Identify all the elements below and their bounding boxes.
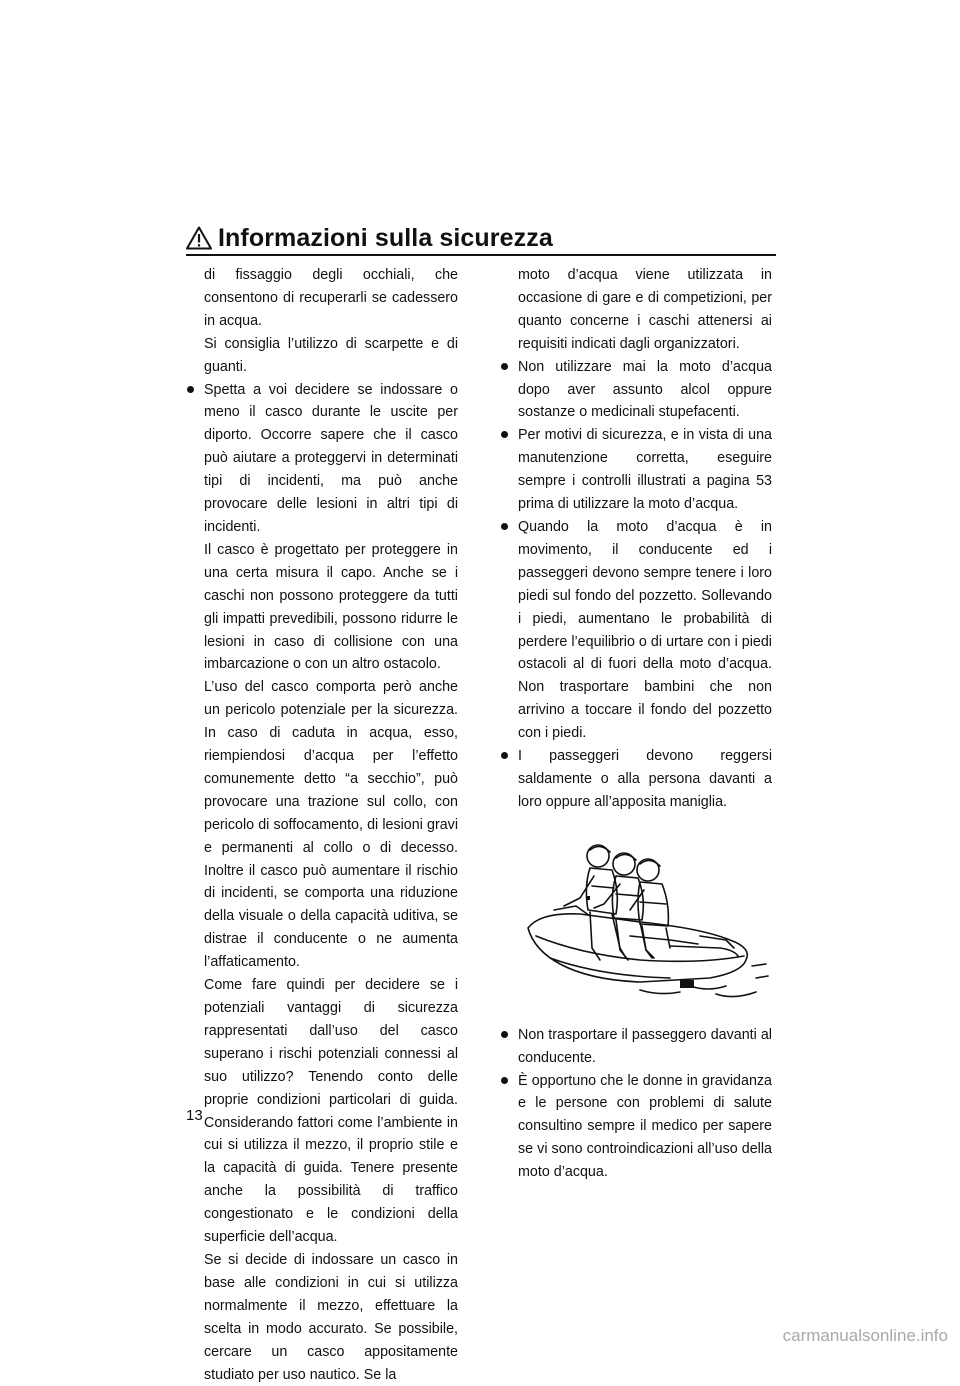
bullet-paragraph [186, 379, 458, 539]
paragraph-text: È opportuno che le donne in gravidanza e le persone con problemi di salute consultino sempre il medico per sapere se vi sono controindicazioni all’uso della moto d’acqua. [518, 1072, 772, 1181]
paragraph-text: Non trasportare il passeggero davanti al conducente. [518, 1026, 772, 1066]
page-number: 13 [186, 1107, 203, 1124]
paragraph-text: di fissaggio degli occhiali, che consentono di recuperarli se cadessero in acqua. [204, 267, 458, 329]
bullet-icon [501, 1031, 508, 1038]
bullet-icon [501, 523, 508, 530]
bullet-paragraph [500, 1024, 772, 1070]
bullet-icon [501, 752, 508, 759]
paragraph-text: Si consiglia l’utilizzo di scarpette e di guanti. [204, 335, 458, 375]
warning-triangle-icon [186, 226, 212, 250]
left-column [186, 264, 458, 1386]
page-header [186, 224, 776, 256]
paragraph [186, 676, 458, 974]
bullet-paragraph [500, 356, 772, 425]
header-rule [186, 254, 776, 256]
bullet-icon [501, 1077, 508, 1084]
bullet-icon [187, 386, 194, 393]
watermark: carmanualsonline.info [782, 1326, 948, 1345]
paragraph [500, 264, 772, 356]
bullet-icon [501, 431, 508, 438]
paragraph [186, 333, 458, 379]
paragraph-text: Quando la moto d’acqua è in movimento, il conducente ed i passeggeri devono sempre tenere i loro piedi sul fondo del pozzetto. Sollevando i piedi, aumentano le probabilità di perdere l’equilibrio o di urtare con i piedi ostacoli al di fuori della moto d’acqua. Non trasportare bambini che non arrivino a toccare il fondo del pozzetto con i piedi. [518, 518, 772, 742]
bullet-paragraph [500, 745, 772, 814]
paragraph-text: Se si decide di indossare un casco in base alle condizioni in cui si utilizza normalmente il mezzo, effettuare la scelta in modo accurato. Se possibile, cercare un casco appositamente studiato per uso nautico. Se la [204, 1251, 458, 1383]
paragraph [186, 264, 458, 333]
bullet-paragraph [500, 424, 772, 516]
paragraph-text: I passeggeri devono reggersi saldamente o alla persona davanti a loro oppure all’apposita maniglia. [518, 748, 772, 810]
bullet-paragraph [500, 1070, 772, 1185]
paragraph-text: Spetta a voi decidere se indossare o meno il casco durante le uscite per diporto. Occorre sapere che il casco può aiutare a proteggervi in determinati tipi di incidenti, ma può anche provocare delle lesioni in altri tipi di incidenti. [204, 381, 458, 535]
paragraph-text: Per motivi di sicurezza, e in vista di una manutenzione corretta, eseguire sempre i controlli illustrati a pagina 53 prima di utilizzare la moto d’acqua. [518, 427, 772, 513]
right-column-text-bottom [500, 1024, 772, 1184]
paragraph [186, 1249, 458, 1386]
paragraph [186, 539, 458, 676]
paragraph-text: Non utilizzare mai la moto d’acqua dopo aver assunto alcol oppure sostanze o medicinali stupefacenti. [518, 358, 772, 421]
paragraph-text: Il casco è progettato per proteggere in una certa misura il capo. Anche se i caschi non possono proteggere da tutti gli impatti prevedibili, possono ridurre le lesioni in caso di collisione con una imbarcazione o con un altro ostacolo. [204, 541, 458, 673]
paragraph-text: L’uso del casco comporta però anche un pericolo potenziale per la sicurezza. In caso di caduta in acqua, esso, riempiendosi d’acqua per l’effetto comunemente detto “a secchio”, può provocare una trazione sul collo, con pericolo di soffocamento, di lesioni gravi e permanenti al collo o di decesso. Inoltre il casco può aumentare il rischio di incidenti, se comporta una riduzione della visuale o della capacità uditiva, se distrae il conducente o ne aumenta l’affaticamento. [204, 679, 458, 971]
right-column-text-top [500, 264, 772, 814]
page-title: Informazioni sulla sicurezza [218, 224, 553, 252]
right-column [500, 264, 772, 1184]
bullet-icon [501, 363, 508, 370]
paragraph-text: moto d’acqua viene utilizzata in occasione di gare e di competizioni, per quanto concerne i caschi attenersi ai requisiti indicati dagli organizzatori. [518, 267, 772, 352]
jet-ski-riders-illustration [520, 836, 770, 1004]
paragraph [186, 974, 458, 1249]
bullet-paragraph [500, 516, 772, 745]
paragraph-text: Come fare quindi per decidere se i potenziali vantaggi di sicurezza rappresentati dall’uso del casco superano i rischi potenziali connessi al suo utilizzo? Tenendo conto delle proprie condizioni particolari di guida. Considerando fattori come l’ambiente in cui si utilizza il mezzo, il proprio stile e la capacità di guida. Tenere presente anche la possibilità di traffico congestionato e le condizioni della superficie dell’acqua. [204, 977, 458, 1246]
